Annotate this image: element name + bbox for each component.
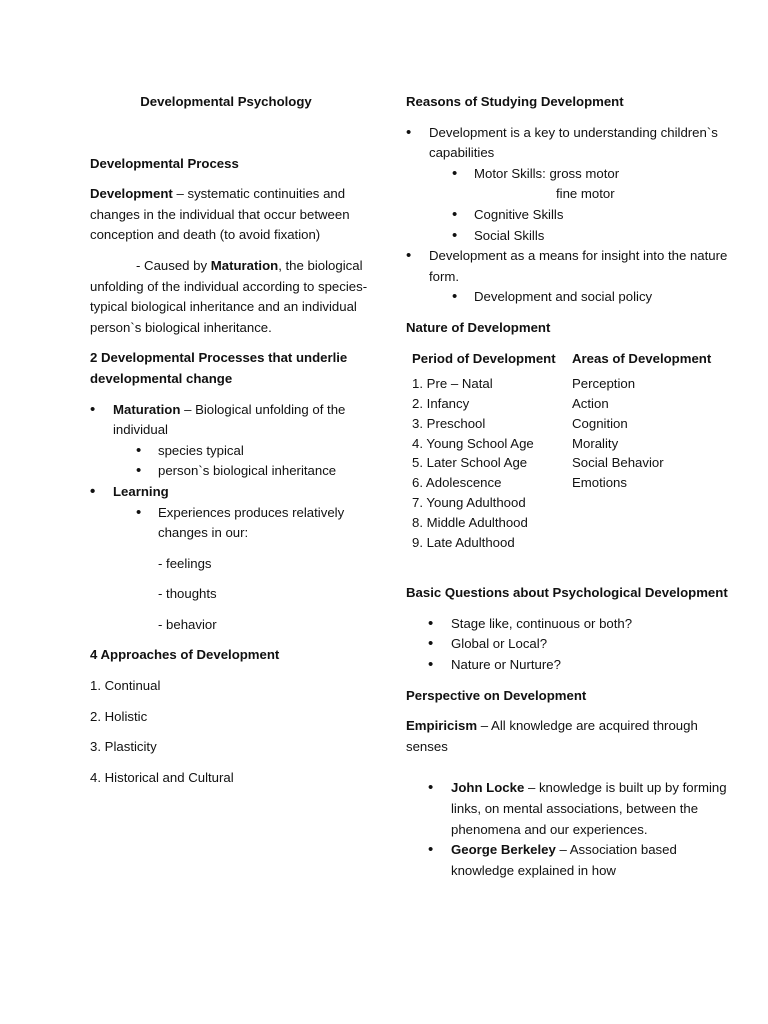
caused-rest: , the biological unfolding of the individual according to species-typical biological inheritance and an individual person`s biological inheritance. [90,257,368,335]
list-item: • species typical [90,441,370,462]
list-item: Cognition [572,415,628,431]
maturation-def: – Biological unfolding of the individual [113,401,346,438]
perspective-heading: Perspective on Development [406,687,587,703]
list-item: • Social Skills [406,226,736,247]
learning-item: - feelings [158,555,212,571]
list-item: 1. Pre – Natal [412,376,493,392]
list-item: • Experiences produces relatively changes in our: [90,503,370,544]
list-item: • person`s biological inheritance [90,461,370,482]
learning-label: • Learning [90,482,370,503]
list-item: 1. Continual [90,678,161,694]
locke-def: – knowledge is built up by forming links, on mental associations, between the phenomena and our experiences. [451,780,727,837]
processes-list [90,400,370,636]
questions-heading: Basic Questions about Psychological Development [406,585,728,601]
list-item [90,400,370,441]
motor-fine: fine motor [556,186,615,202]
development-term: Development [90,186,173,202]
areas-heading: Areas of Development [572,350,712,366]
reasons-heading: Reasons of Studying Development [406,94,624,109]
empiricists-list [406,778,736,881]
caused-prefix: - Caused by [136,257,211,273]
list-item [406,778,736,840]
document-title: Developmental Psychology [140,94,312,109]
list-item: Perception [572,376,636,392]
list-item: • Development and social policy [406,287,736,308]
list-item: 3. Preschool [412,415,486,431]
list-item: 4. Young School Age [412,435,534,451]
list-item: • Cognitive Skills [406,205,736,226]
left-column [90,92,370,788]
list-item: 7. Young Adulthood [412,494,526,510]
list-item: • Development is a key to understanding children`s capabilities [406,123,736,164]
list-item: • Global or Local? [406,634,736,655]
list-item: 8. Middle Adulthood [412,514,528,530]
locke-name: John Locke [451,780,525,796]
right-column [406,92,736,881]
development-definition [90,184,370,246]
learning-item: - behavior [158,616,217,632]
list-item: • Nature or Nurture? [406,655,736,676]
maturation-term: Maturation [210,257,279,273]
maturation-caused-paragraph [90,256,370,338]
list-item: • Motor Skills: gross motor [406,164,736,185]
empiricism-term: Empiricism [406,718,478,734]
process-heading: Developmental Process [90,155,239,171]
questions-list [406,614,736,676]
two-processes-heading: 2 Developmental Processes that underlie developmental change [90,350,348,386]
nature-table [412,349,736,553]
berkeley-def: – Association based knowledge explained in how [451,842,677,878]
reasons-list [406,123,736,308]
list-item: 9. Late Adulthood [412,534,515,550]
list-item: • Stage like, continuous or both? [406,614,736,635]
empiricism-paragraph [406,716,736,757]
period-heading: Period of Development [412,350,556,366]
approaches-heading: 4 Approaches of Development [90,647,280,663]
empiricism-def: – All knowledge are acquired through senses [406,718,698,754]
list-item [406,840,736,881]
period-column [412,349,572,553]
list-item: Social Behavior [572,455,664,471]
list-item: Morality [572,435,619,451]
learning-item: - thoughts [158,586,217,602]
list-item: 2. Infancy [412,395,470,411]
nature-heading: Nature of Development [406,319,551,335]
areas-column [572,349,732,553]
berkeley-name: George Berkeley [451,842,556,858]
maturation-label: Maturation [113,401,181,417]
list-item: 3. Plasticity [90,739,157,755]
list-item: Action [572,395,609,411]
list-item: 4. Historical and Cultural [90,769,234,785]
list-item: Emotions [572,475,627,491]
list-item: 2. Holistic [90,708,148,724]
list-item: • Development as a means for insight into the nature form. [406,246,736,287]
development-def-text: – systematic continuities and changes in the individual that occur between conception and death (to avoid fixation) [90,186,350,243]
list-item: 5. Later School Age [412,455,528,471]
list-item: 6. Adolescence [412,475,502,491]
